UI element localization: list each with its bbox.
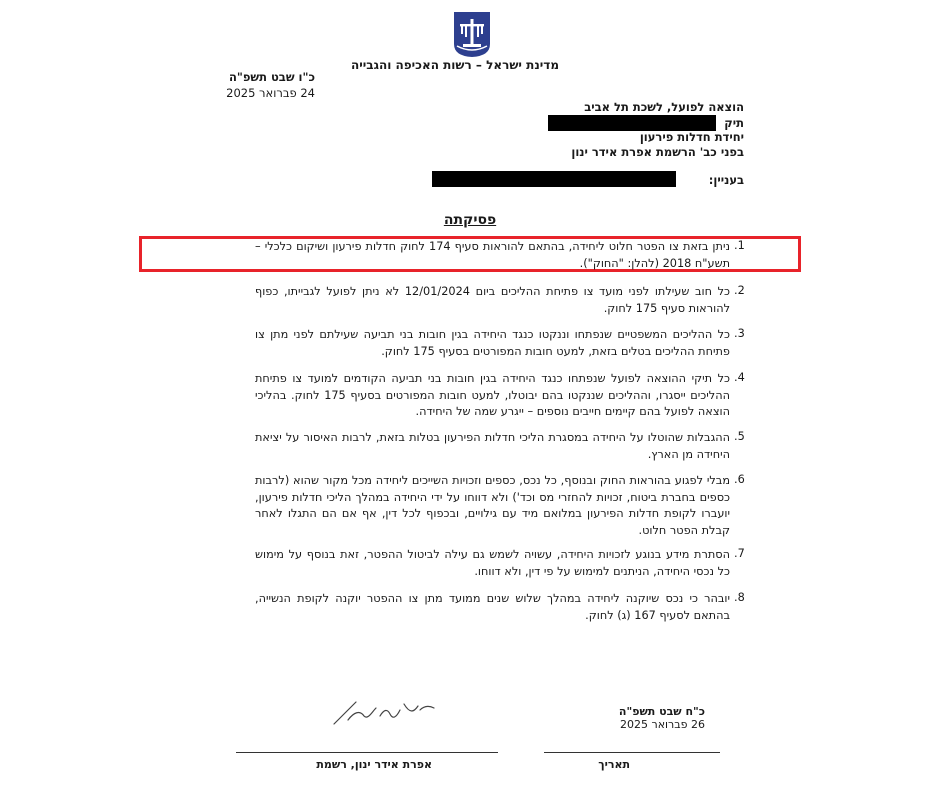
signature-line (236, 752, 498, 753)
item-number-4: .4 (734, 371, 745, 384)
ruling-item-3: כל ההליכים המשפטיים שנפתחו וננקטו כנגד היחידה בגין חובות בני תביעה שעילתם לפני מתן צו פתיחת ההליכים בטלים בזאת, למעט חובות המפורטים בסעיף 175 לחוק. (255, 328, 730, 358)
item-number-3: .3 (734, 327, 745, 340)
unit-name: יחידת חדלות פירעון (639, 130, 744, 144)
item-number-8: .8 (734, 591, 745, 604)
ruling-item-8: יובהר כי נכס שיוקנה ליחידה במהלך שלוש שנים ממועד מתן צו ההפטר יוקנה לקופת הנשייה, בהתאם לסעיף 167 (ג) לחוק. (255, 592, 730, 622)
ruling-item-7: הסתרת מידע בנוגע לזכויות היחידה, עשויה לשמש גם עילה לביטול ההפטר, זאת בנוסף על מימוש כל נכסי היחידה, הניתנים למימוש על פי דין, ולא דווחו. (255, 548, 730, 578)
item-number-5: .5 (734, 430, 745, 443)
gregorian-date: 24 פברואר 2025 (226, 86, 315, 100)
hebrew-date: כ"ו שבט תשפ"ה (228, 70, 315, 84)
ruling-item-4: כל תיקי ההוצאה לפועל שנפתחו כנגד היחידה בגין חובות בני תביעה הקודמים למועד צו פתיחת ההליכים ייסגרו, וההליכים שננקטו בהם יבוטלו, למעט חובות המפורטים בסעיף 175 לחוק. בהליכי הוצאה לפועל בהם קיימים חייבים נוספים – ייגרע שמה של היחידה. (255, 372, 730, 418)
ruling-item-5: ההגבלות שהוטלו על היחידה במסגרת הליכי חדלות הפירעון בטלות בזאת, לרבות האיסור על יציאת היחידה מן הארץ. (255, 431, 730, 461)
date-label: תאריך (598, 758, 630, 771)
agency-name: מדינת ישראל – רשות האכיפה והגבייה (350, 58, 560, 72)
footer-hebrew-date: כ"ח שבט תשפ"ה (618, 705, 705, 718)
registrar-line: בפני כב' הרשמת אפרת אידר ינון (571, 145, 744, 159)
handwritten-signature (330, 690, 440, 730)
subject-label: בעניין: (708, 173, 744, 187)
date-line (544, 752, 720, 753)
ruling-item-1: ניתן בזאת צו הפטר חלוט ליחידה, בהתאם להוראות סעיף 174 לחוק חדלות פירעון ושיקום כלכלי – תשע"ח 2018 (להלן: "החוק"). (255, 240, 730, 270)
footer-gregorian-date: 26 פברואר 2025 (620, 718, 705, 731)
state-emblem-icon (452, 10, 492, 58)
ruling-item-6: מבלי לפגוע בהוראות החוק ובנוסף, כל נכס, כספים וזכויות השייכים ליחידה מכל מקור שהוא (לרבות כספים בחברת ביטוח, זכויות להחזרי מס וכד') ולא דווחו על ידי היחידה במהלך הליכי חדלות פירעון, יועברו לקופת חדלות הפירעון במלואם מיד עם גילויים, ובכפוף לכל דין, אף אם הם התגלו לאחר קבלת הפטר חלוט. (255, 474, 730, 537)
signer-name: אפרת אידר ינון, רשמת (316, 758, 432, 771)
redacted-case-number (548, 115, 716, 131)
item-number-7: .7 (734, 547, 745, 560)
item-number-1: .1 (734, 239, 745, 252)
redacted-subject (432, 171, 676, 187)
item-number-6: .6 (734, 473, 745, 486)
office-name: הוצאה לפועל, לשכת תל אביב (584, 100, 744, 114)
ruling-item-2: כל חוב שעילתו לפני מועד צו פתיחת ההליכים ביום 12/01/2024 לא ניתן לפועל לגבייתו, כפוף להוראות סעיף 175 לחוק. (255, 285, 730, 315)
case-label: תיק (724, 116, 744, 130)
document-title: פסיקתה (443, 212, 497, 228)
item-number-2: .2 (734, 284, 745, 297)
